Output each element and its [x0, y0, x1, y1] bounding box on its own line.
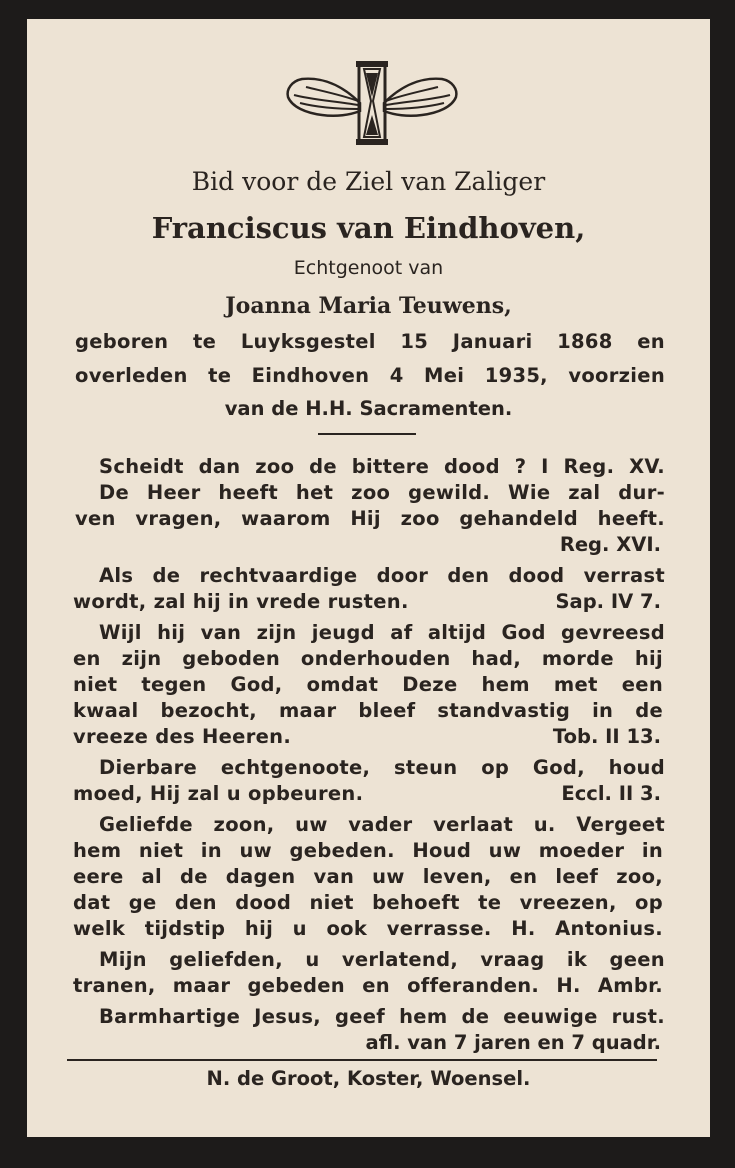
- verse-line: kwaal bezocht, maar bleef standvastig in de: [73, 699, 663, 722]
- verse-reference: Sap. IV 7.: [555, 590, 661, 613]
- verse-line: moed, Hij zal u opbeuren.: [73, 782, 364, 805]
- printer-credit: N. de Groot, Koster, Woensel.: [206, 1067, 531, 1090]
- verse-line: ven vragen, waarom Hij zoo gehandeld heeft.: [75, 507, 665, 530]
- verse-line: Wijl hij van zijn jeugd af altijd God gevreesd: [99, 621, 665, 644]
- verse-line: Als de rechtvaardige door den dood verrast: [99, 564, 665, 587]
- verse-line: Mijn geliefden, u verlatend, vraag ik geen: [99, 948, 665, 971]
- deceased-name: Franciscus van Eindhoven,: [151, 211, 586, 245]
- verse-line: welk tijdstip hij u ook verrasse. H. Antonius.: [73, 917, 663, 940]
- verse-reference: Tob. II 13.: [552, 725, 661, 748]
- verse-reference: Eccl. II 3.: [561, 782, 661, 805]
- winged-hourglass-icon: [282, 55, 462, 151]
- verse-line: en zijn geboden onderhouden had, morde hij: [73, 647, 663, 670]
- verse-line: De Heer heeft het zoo gewild. Wie zal dur-: [99, 481, 665, 504]
- verse-line: Scheidt dan zoo de bittere dood ? I Reg. XV.: [99, 455, 665, 478]
- verse-reference: Reg. XVI.: [559, 533, 661, 556]
- bio-line: overleden te Eindhoven 4 Mei 1935, voorzien: [75, 364, 665, 387]
- verse-line: niet tegen God, omdat Deze hem met een: [73, 673, 663, 696]
- memorial-card: [27, 19, 710, 1137]
- spouse-name: Joanna Maria Teuwens,: [225, 293, 512, 319]
- verse-line: hem niet in uw gebeden. Houd uw moeder in: [73, 839, 663, 862]
- verse-line: Geliefde zoon, uw vader verlaat u. Vergeet: [99, 813, 665, 836]
- verse-line: Barmhartige Jesus, geef hem de eeuwige rust.: [99, 1005, 665, 1028]
- divider: [318, 433, 416, 435]
- age-note: afl. van 7 jaren en 7 quadr.: [365, 1031, 661, 1054]
- bio-line: van de H.H. Sacramenten.: [224, 397, 513, 420]
- verse-line: Dierbare echtgenoote, steun op God, houd: [99, 756, 665, 779]
- prayer-heading: Bid voor de Ziel van Zaliger: [191, 167, 546, 196]
- verse-line: eere al de dagen van uw leven, en leef zoo,: [73, 865, 663, 888]
- verse-line: vreeze des Heeren.: [73, 725, 292, 748]
- verse-line: tranen, maar gebeden en offeranden. H. Ambr.: [73, 974, 663, 997]
- spouse-label: Echtgenoot van: [293, 257, 444, 279]
- divider: [67, 1059, 657, 1061]
- verse-line: wordt, zal hij in vrede rusten.: [73, 590, 409, 613]
- bio-line: geboren te Luyksgestel 15 Januari 1868 en: [75, 330, 665, 353]
- verse-line: dat ge den dood niet behoeft te vreezen, op: [73, 891, 663, 914]
